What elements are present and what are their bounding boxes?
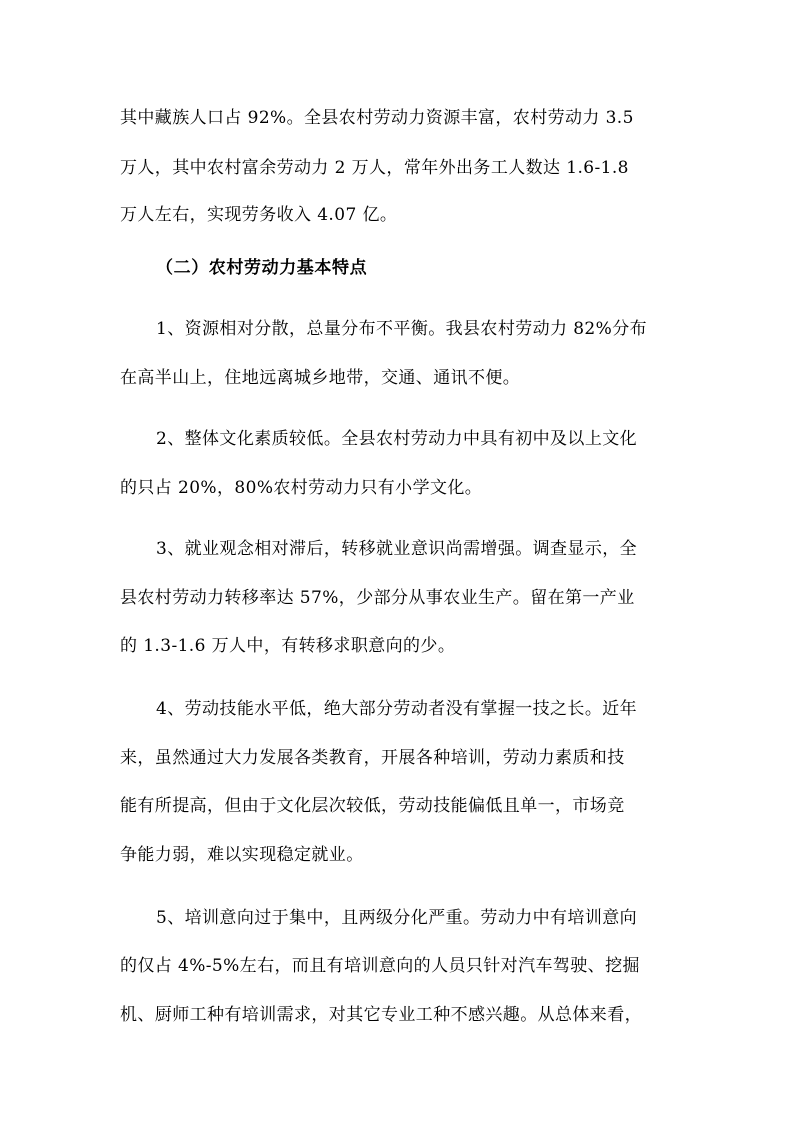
item-4-line-3: 能有所提高，但由于文化层次较低，劳动技能偏低且单一，市场竞 — [120, 796, 625, 816]
item-5-line-2: 的仅占 4%-5%左右，而且有培训意向的人员只针对汽车驾驶、挖掘 — [120, 956, 640, 976]
intro-line-3: 万人左右，实现劳务收入 4.07 亿。 — [120, 205, 398, 225]
item-3-line-3: 的 1.3-1.6 万人中，有转移求职意向的少。 — [120, 636, 456, 656]
item-1-line-1: 1、资源相对分散，总量分布不平衡。我县农村劳动力 82%分布 — [156, 319, 648, 339]
item-2-line-2: 的只占 20%，80%农村劳动力只有小学文化。 — [120, 478, 483, 498]
intro-line-2: 万人，其中农村富余劳动力 2 万人，常年外出务工人数达 1.6-1.8 — [120, 158, 629, 178]
item-3-line-2: 县农村劳动力转移率达 57%，少部分从事农业生产。留在第一产业 — [120, 588, 635, 608]
section-heading: （二）农村劳动力基本特点 — [156, 258, 368, 278]
item-5-line-1: 5、培训意向过于集中，且两级分化严重。劳动力中有培训意向 — [156, 908, 638, 928]
intro-line-1: 其中藏族人口占 92%。全县农村劳动力资源丰富，农村劳动力 3.5 — [120, 108, 634, 128]
item-3-line-1: 3、就业观念相对滞后，转移就业意识尚需增强。调查显示，全 — [156, 539, 638, 559]
item-1-line-2: 在高半山上，住地远离城乡地带，交通、通讯不便。 — [120, 368, 521, 388]
item-5-line-3: 机、厨师工种有培训需求，对其它专业工种不感兴趣。从总体来看， — [120, 1005, 642, 1025]
item-4-line-2: 来，虽然通过大力发展各类教育，开展各种培训，劳动力素质和技 — [120, 748, 625, 768]
item-4-line-1: 4、劳动技能水平低，绝大部分劳动者没有掌握一技之长。近年 — [156, 699, 638, 719]
item-4-line-4: 争能力弱，难以实现稳定就业。 — [120, 845, 364, 865]
item-2-line-1: 2、整体文化素质较低。全县农村劳动力中具有初中及以上文化 — [156, 429, 638, 449]
